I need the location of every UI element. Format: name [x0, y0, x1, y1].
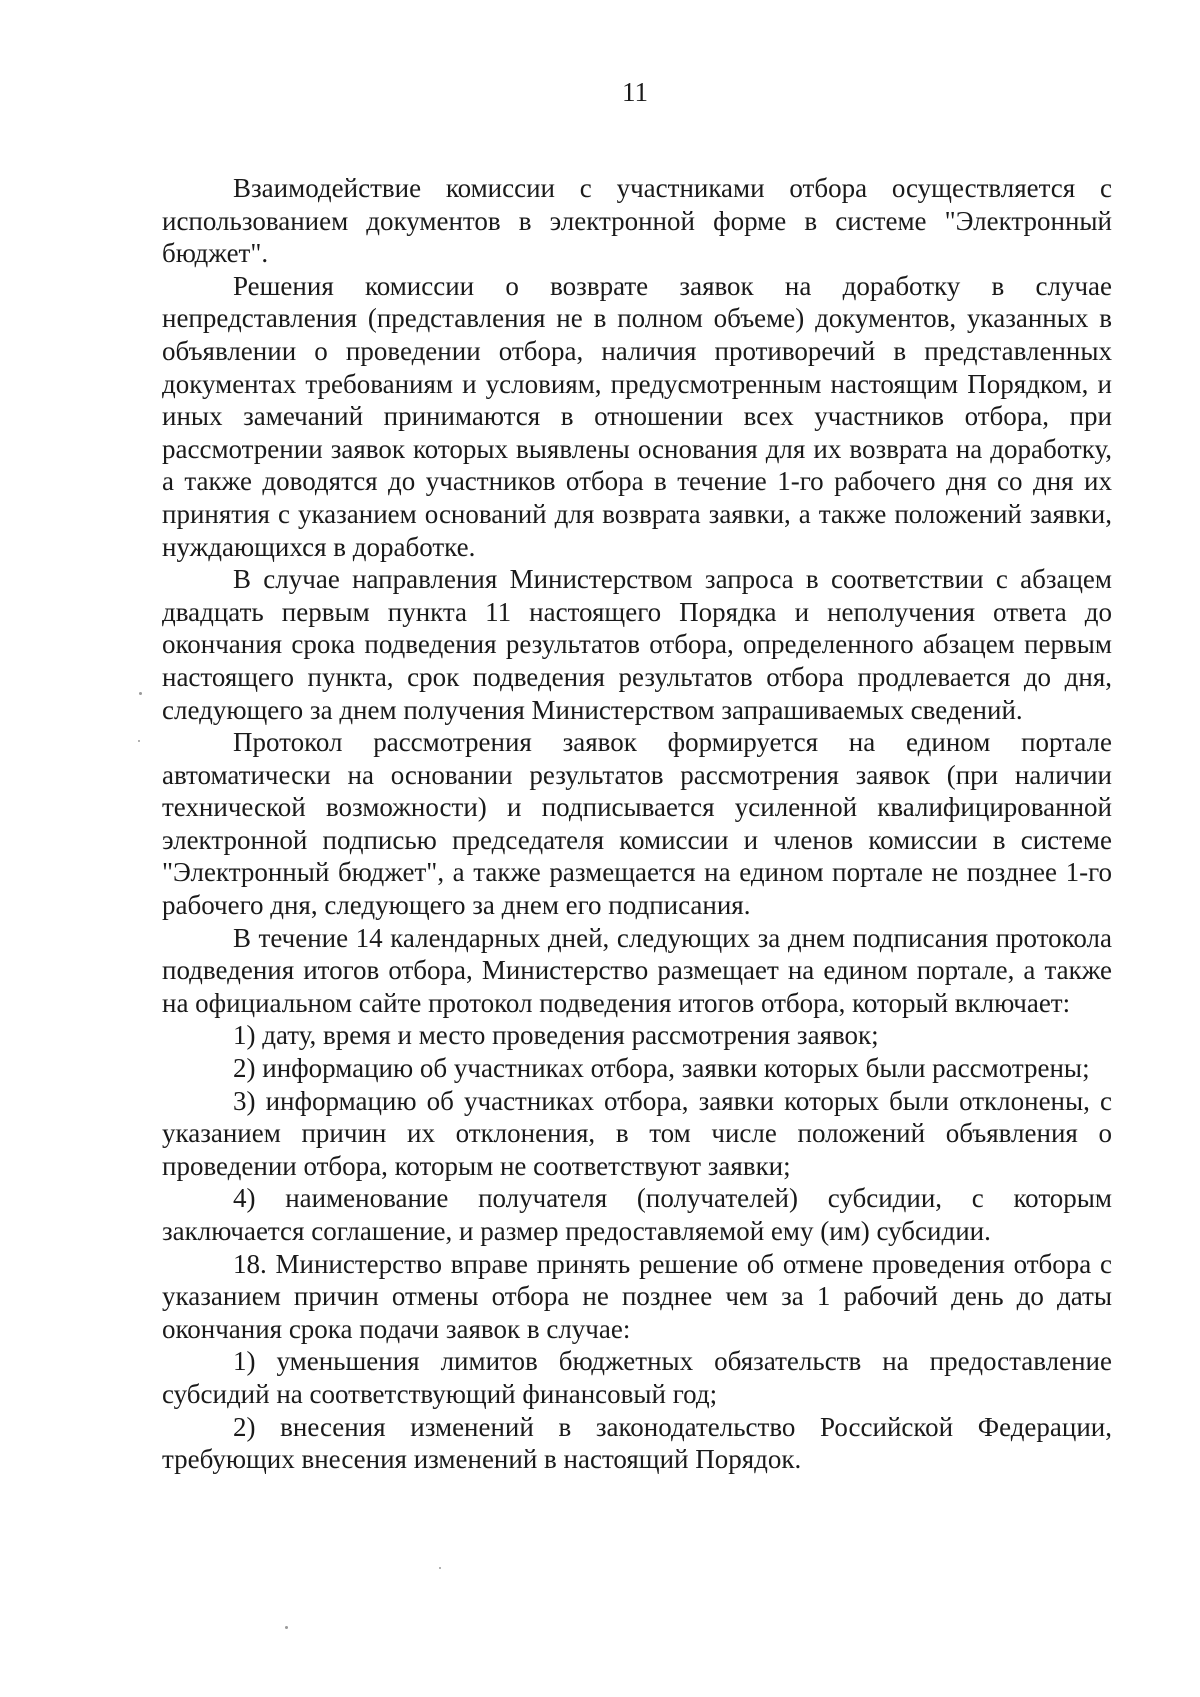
body-text [162, 172, 1112, 1476]
list-item: 1) уменьшения лимитов бюджетных обязательств на предоставление субсидий на соответствующий финансовый год; [162, 1346, 1112, 1409]
scan-speck [139, 692, 142, 695]
list-item: 2) внесения изменений в законодательство Российской Федерации, требующих внесения изменений в настоящий Порядок. [162, 1411, 1112, 1475]
list-item: 1) дату, время и место проведения рассмотрения заявок; [233, 1020, 879, 1051]
page-number: 11 [622, 77, 648, 107]
list-item: 3) информацию об участниках отбора, заявки которых были отклонены, с указанием причин их отклонения, в том числе положений объявления о проведении отбора, которым не соответствуют заявки; [162, 1085, 1112, 1181]
paragraph: Протокол рассмотрения заявок формируется на едином портале автоматически на основании результатов рассмотрения заявок (при наличии технической возможности) и подписывается усиленной квалифицированной электронной подписью председателя комиссии и членов комиссии в системе "Электронный бюджет", а также размещается на едином портале не позднее 1-го рабочего дня, следующего за днем его подписания. [162, 727, 1112, 921]
paragraph: 18. Министерство вправе принять решение об отмене проведения отбора с указанием причин отмены отбора не позднее чем за 1 рабочий день до даты окончания срока подачи заявок в случае: [162, 1248, 1112, 1344]
paragraph: Решения комиссии о возврате заявок на доработку в случае непредставления (представления не в полном объеме) документов, указанных в объявлении о проведении отбора, наличия противоречий в представленных документах требованиям и условиям, предусмотренным настоящим Порядком, и иных замечаний принимаются в отношении всех участников отбора, при рассмотрении заявок которых выявлены основания для их возврата на доработку, а также доводятся до участников отбора в течение 1-го рабочего дня со дня их принятия с указанием оснований для возврата заявки, а также положений заявки, нуждающихся в доработке. [162, 270, 1112, 562]
scan-speck [285, 1626, 288, 1629]
scan-speck [439, 1567, 441, 1569]
list-item: 4) наименование получателя (получателей) субсидии, с которым заключается соглашение, и размер предоставляемой ему (им) субсидии. [162, 1183, 1112, 1246]
paragraph: В случае направления Министерством запроса в соответствии с абзацем двадцать первым пункта 11 настоящего Порядка и неполучения ответа до окончания срока подведения результатов отбора, определенного абзацем первым настоящего пункта, срок подведения результатов отбора продлевается до дня, следующего за днем получения Министерством запрашиваемых сведений. [162, 564, 1112, 725]
list-item: 2) информацию об участниках отбора, заявки которых были рассмотрены; [233, 1053, 1090, 1084]
paragraph: В течение 14 календарных дней, следующих за днем подписания протокола подведения итогов отбора, Министерство размещает на едином портале, а также на официальном сайте протокол подведения итогов отбора, который включает: [162, 922, 1112, 1018]
paragraph: Взаимодействие комиссии с участниками отбора осуществляется с использованием документов в электронной форме в системе "Электронный бюджет". [162, 173, 1112, 269]
scan-speck [138, 740, 140, 742]
